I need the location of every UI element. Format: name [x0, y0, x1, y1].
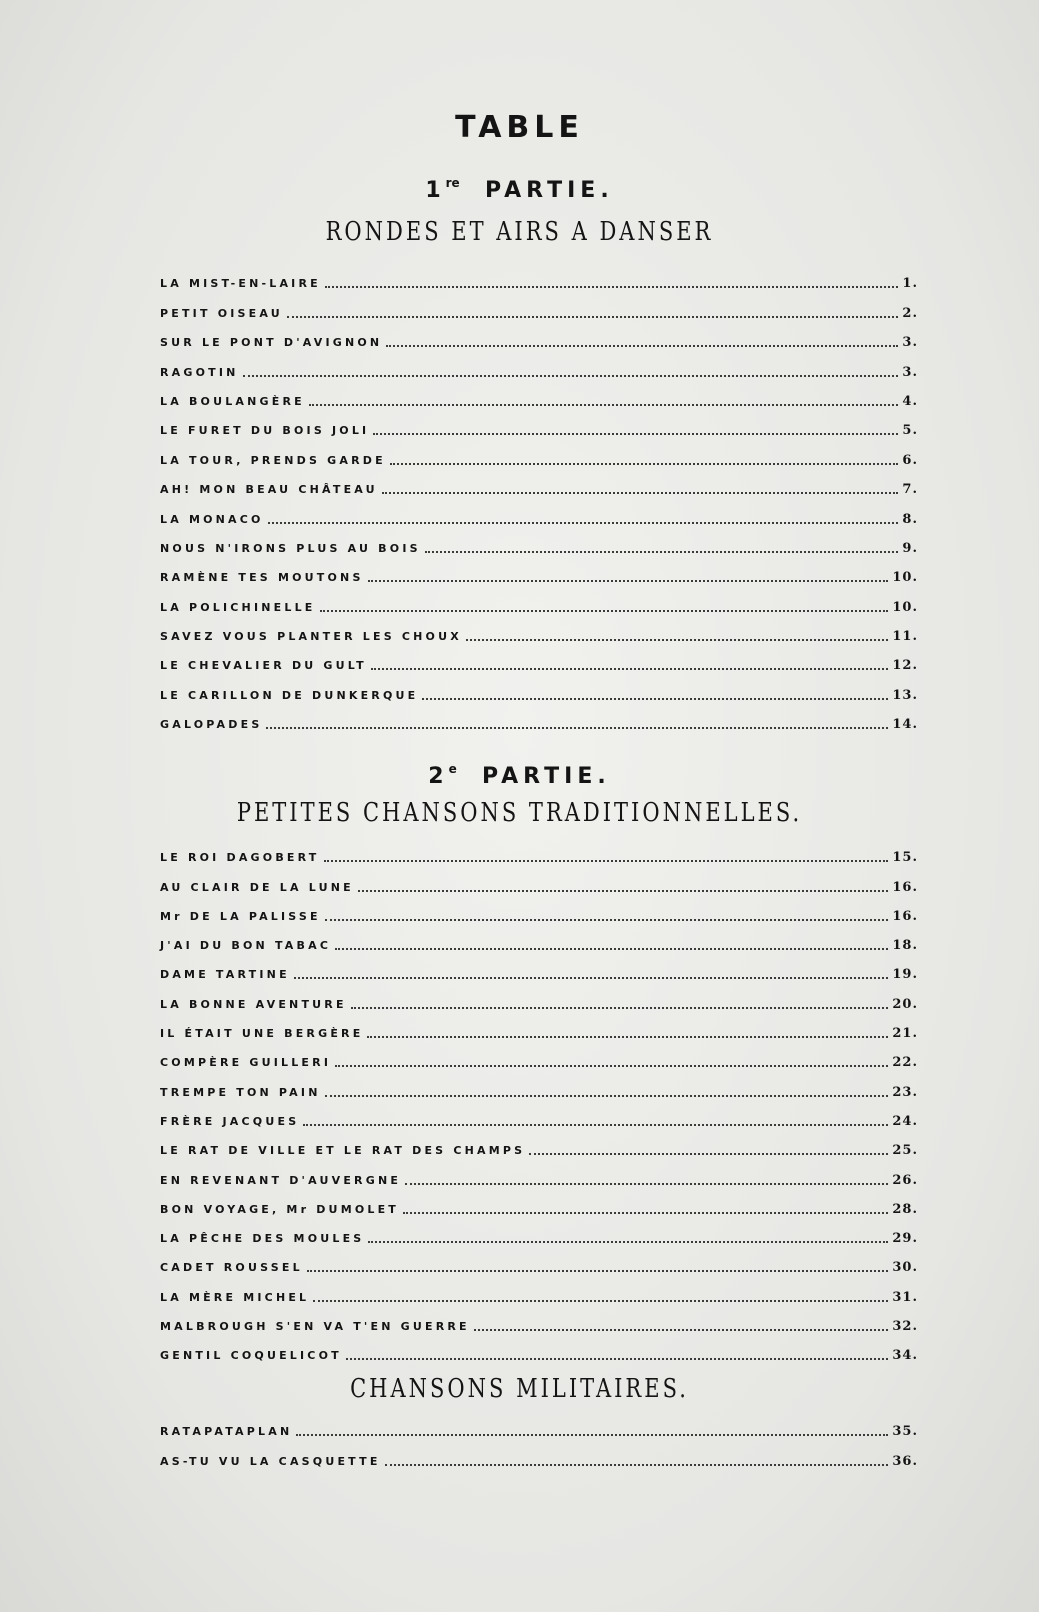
entry-title: GENTIL COQUELICOT — [160, 1349, 342, 1363]
toc-entry — [160, 262, 918, 291]
toc-entry — [160, 1217, 918, 1246]
entry-title: AS-TU VU LA CASQUETTE — [160, 1454, 381, 1468]
toc-entry — [160, 865, 918, 894]
entry-page-number: 10. — [892, 599, 918, 615]
entry-title: GALOPADES — [160, 718, 263, 732]
entry-title: LA BOULANGÈRE — [160, 394, 305, 408]
dot-leader — [371, 666, 888, 670]
dot-leader — [309, 402, 899, 406]
part1-toc — [160, 262, 918, 732]
toc-entry — [160, 895, 918, 924]
entry-title: RAMÈNE TES MOUTONS — [160, 571, 364, 585]
dot-leader — [358, 888, 889, 892]
dot-leader — [386, 343, 898, 347]
military-toc — [160, 1410, 918, 1469]
dot-leader — [351, 1005, 889, 1009]
entry-page-number: 6. — [902, 452, 918, 468]
entry-page-number: 32. — [892, 1319, 918, 1335]
entry-page-number: 35. — [892, 1424, 918, 1440]
entry-title: LE CHEVALIER DU GULT — [160, 659, 367, 673]
dot-leader — [474, 1327, 889, 1331]
dot-leader — [296, 1432, 888, 1436]
entry-title: SUR LE PONT D'AVIGNON — [160, 336, 383, 350]
dot-leader — [325, 284, 899, 288]
entry-page-number: 36. — [892, 1453, 918, 1469]
dot-leader — [266, 725, 888, 729]
entry-page-number: 20. — [892, 996, 918, 1012]
entry-title: AH! MON BEAU CHÂTEAU — [160, 483, 378, 497]
entry-page-number: 15. — [892, 850, 918, 866]
toc-entry — [160, 291, 918, 320]
part2-ordinal: e — [448, 762, 457, 776]
entry-title: LA MIST-EN-LAIRE — [160, 277, 321, 291]
entry-title: LE RAT DE VILLE ET LE RAT DES CHAMPS — [160, 1144, 526, 1158]
toc-entry — [160, 409, 918, 438]
toc-entry — [160, 585, 918, 614]
dot-leader — [425, 549, 899, 553]
dot-leader — [287, 314, 899, 318]
toc-entry — [160, 1410, 918, 1439]
entry-page-number: 11. — [892, 629, 918, 645]
dot-leader — [335, 946, 888, 950]
entry-page-number: 23. — [892, 1084, 918, 1100]
part1-number: 1 — [425, 178, 446, 203]
toc-entry — [160, 982, 918, 1011]
entry-page-number: 3. — [902, 364, 918, 380]
entry-page-number: 18. — [892, 938, 918, 954]
entry-title: Mr DE LA PALISSE — [160, 909, 321, 923]
entry-page-number: 34. — [892, 1348, 918, 1364]
dot-leader — [346, 1356, 889, 1360]
dot-leader — [403, 1210, 888, 1214]
entry-title: LE CARILLON DE DUNKERQUE — [160, 688, 419, 702]
entry-page-number: 2. — [902, 305, 918, 321]
part1-ordinal: re — [445, 176, 460, 190]
entry-title: LA BONNE AVENTURE — [160, 997, 347, 1011]
entry-page-number: 31. — [892, 1289, 918, 1305]
entry-page-number: 22. — [892, 1055, 918, 1071]
entry-page-number: 9. — [902, 540, 918, 556]
entry-title: IL ÉTAIT UNE BERGÈRE — [160, 1027, 364, 1041]
entry-title: RATAPATAPLAN — [160, 1425, 293, 1439]
military-subtitle: CHANSONS MILITAIRES. — [350, 1373, 689, 1403]
dot-leader — [268, 520, 899, 524]
entry-page-number: 30. — [892, 1260, 918, 1276]
entry-title: PETIT OISEAU — [160, 306, 283, 320]
entry-title: LA POLICHINELLE — [160, 600, 316, 614]
part2-label: PARTIE. — [482, 764, 611, 789]
toc-entry — [160, 497, 918, 526]
dot-leader — [422, 696, 888, 700]
entry-title: LE FURET DU BOIS JOLI — [160, 424, 370, 438]
toc-entry — [160, 644, 918, 673]
toc-entry — [160, 1100, 918, 1129]
dot-leader — [529, 1151, 888, 1155]
toc-entry — [160, 1275, 918, 1304]
entry-title: DAME TARTINE — [160, 968, 290, 982]
dot-leader — [368, 1239, 888, 1243]
dot-leader — [390, 461, 899, 465]
part1-heading — [0, 176, 1039, 203]
toc-entry — [160, 924, 918, 953]
entry-title: EN REVENANT D'AUVERGNE — [160, 1173, 402, 1187]
entry-title: J'AI DU BON TABAC — [160, 939, 332, 953]
entry-title: AU CLAIR DE LA LUNE — [160, 880, 354, 894]
entry-title: FRÈRE JACQUES — [160, 1114, 300, 1128]
toc-entry — [160, 468, 918, 497]
entry-title: CADET ROUSSEL — [160, 1261, 303, 1275]
entry-title: MALBROUGH S'EN VA T'EN GUERRE — [160, 1320, 470, 1334]
toc-entry — [160, 1041, 918, 1070]
toc-entry — [160, 556, 918, 585]
toc-entry — [160, 1129, 918, 1158]
dot-leader — [382, 490, 899, 494]
entry-page-number: 21. — [892, 1026, 918, 1042]
toc-entry — [160, 527, 918, 556]
toc-entry — [160, 438, 918, 467]
entry-title: LA MÈRE MICHEL — [160, 1290, 310, 1304]
dot-leader — [367, 1034, 888, 1038]
toc-entry — [160, 673, 918, 702]
entry-page-number: 25. — [892, 1143, 918, 1159]
toc-entry — [160, 615, 918, 644]
entry-title: LE ROI DAGOBERT — [160, 851, 320, 865]
toc-entry — [160, 1439, 918, 1468]
dot-leader — [325, 1093, 889, 1097]
dot-leader — [373, 431, 898, 435]
dot-leader — [325, 917, 889, 921]
part2-subtitle: PETITES CHANSONS TRADITIONNELLES. — [236, 797, 803, 827]
entry-page-number: 29. — [892, 1231, 918, 1247]
toc-entry — [160, 703, 918, 732]
dot-leader — [368, 578, 889, 582]
entry-title: RAGOTIN — [160, 365, 239, 379]
dot-leader — [324, 858, 889, 862]
part2-toc — [160, 836, 918, 1363]
entry-title: TREMPE TON PAIN — [160, 1085, 321, 1099]
part2-heading — [0, 762, 1039, 789]
entry-title: LA PÊCHE DES MOULES — [160, 1232, 365, 1246]
entry-title: LA TOUR, PRENDS GARDE — [160, 453, 386, 467]
dot-leader — [335, 1063, 888, 1067]
dot-leader — [385, 1462, 889, 1466]
toc-entry — [160, 836, 918, 865]
toc-entry — [160, 1246, 918, 1275]
entry-title: BON VOYAGE, Mr DUMOLET — [160, 1202, 400, 1216]
toc-entry — [160, 1334, 918, 1363]
toc-entry — [160, 1305, 918, 1334]
dot-leader — [303, 1122, 888, 1126]
dot-leader — [313, 1298, 888, 1302]
part1-subtitle: RONDES ET AIRS A DANSER — [325, 216, 714, 246]
entry-page-number: 14. — [892, 717, 918, 733]
toc-entry — [160, 1012, 918, 1041]
entry-page-number: 24. — [892, 1113, 918, 1129]
dot-leader — [405, 1181, 888, 1185]
dot-leader — [294, 975, 889, 979]
dot-leader — [320, 608, 889, 612]
dot-leader — [307, 1268, 889, 1272]
entry-page-number: 12. — [892, 658, 918, 674]
toc-entry — [160, 380, 918, 409]
page-title: TABLE — [455, 110, 584, 145]
entry-title: COMPÈRE GUILLERI — [160, 1056, 332, 1070]
toc-entry — [160, 1158, 918, 1187]
entry-page-number: 7. — [902, 482, 918, 498]
dot-leader — [243, 373, 899, 377]
entry-page-number: 16. — [892, 908, 918, 924]
entry-title: NOUS N'IRONS PLUS AU BOIS — [160, 541, 421, 555]
entry-page-number: 16. — [892, 879, 918, 895]
entry-page-number: 28. — [892, 1201, 918, 1217]
entry-page-number: 8. — [902, 511, 918, 527]
entry-page-number: 3. — [902, 335, 918, 351]
entry-title: SAVEZ VOUS PLANTER LES CHOUX — [160, 630, 462, 644]
toc-entry — [160, 1070, 918, 1099]
toc-entry — [160, 1188, 918, 1217]
toc-entry — [160, 321, 918, 350]
entry-page-number: 19. — [892, 967, 918, 983]
entry-page-number: 26. — [892, 1172, 918, 1188]
entry-page-number: 13. — [892, 687, 918, 703]
entry-page-number: 5. — [902, 423, 918, 439]
entry-page-number: 10. — [892, 570, 918, 586]
dot-leader — [466, 637, 888, 641]
toc-entry — [160, 953, 918, 982]
entry-title: LA MONACO — [160, 512, 264, 526]
toc-entry — [160, 350, 918, 379]
part2-number: 2 — [428, 764, 449, 789]
part1-label: PARTIE. — [485, 178, 614, 203]
entry-page-number: 4. — [902, 393, 918, 409]
entry-page-number: 1. — [902, 276, 918, 292]
